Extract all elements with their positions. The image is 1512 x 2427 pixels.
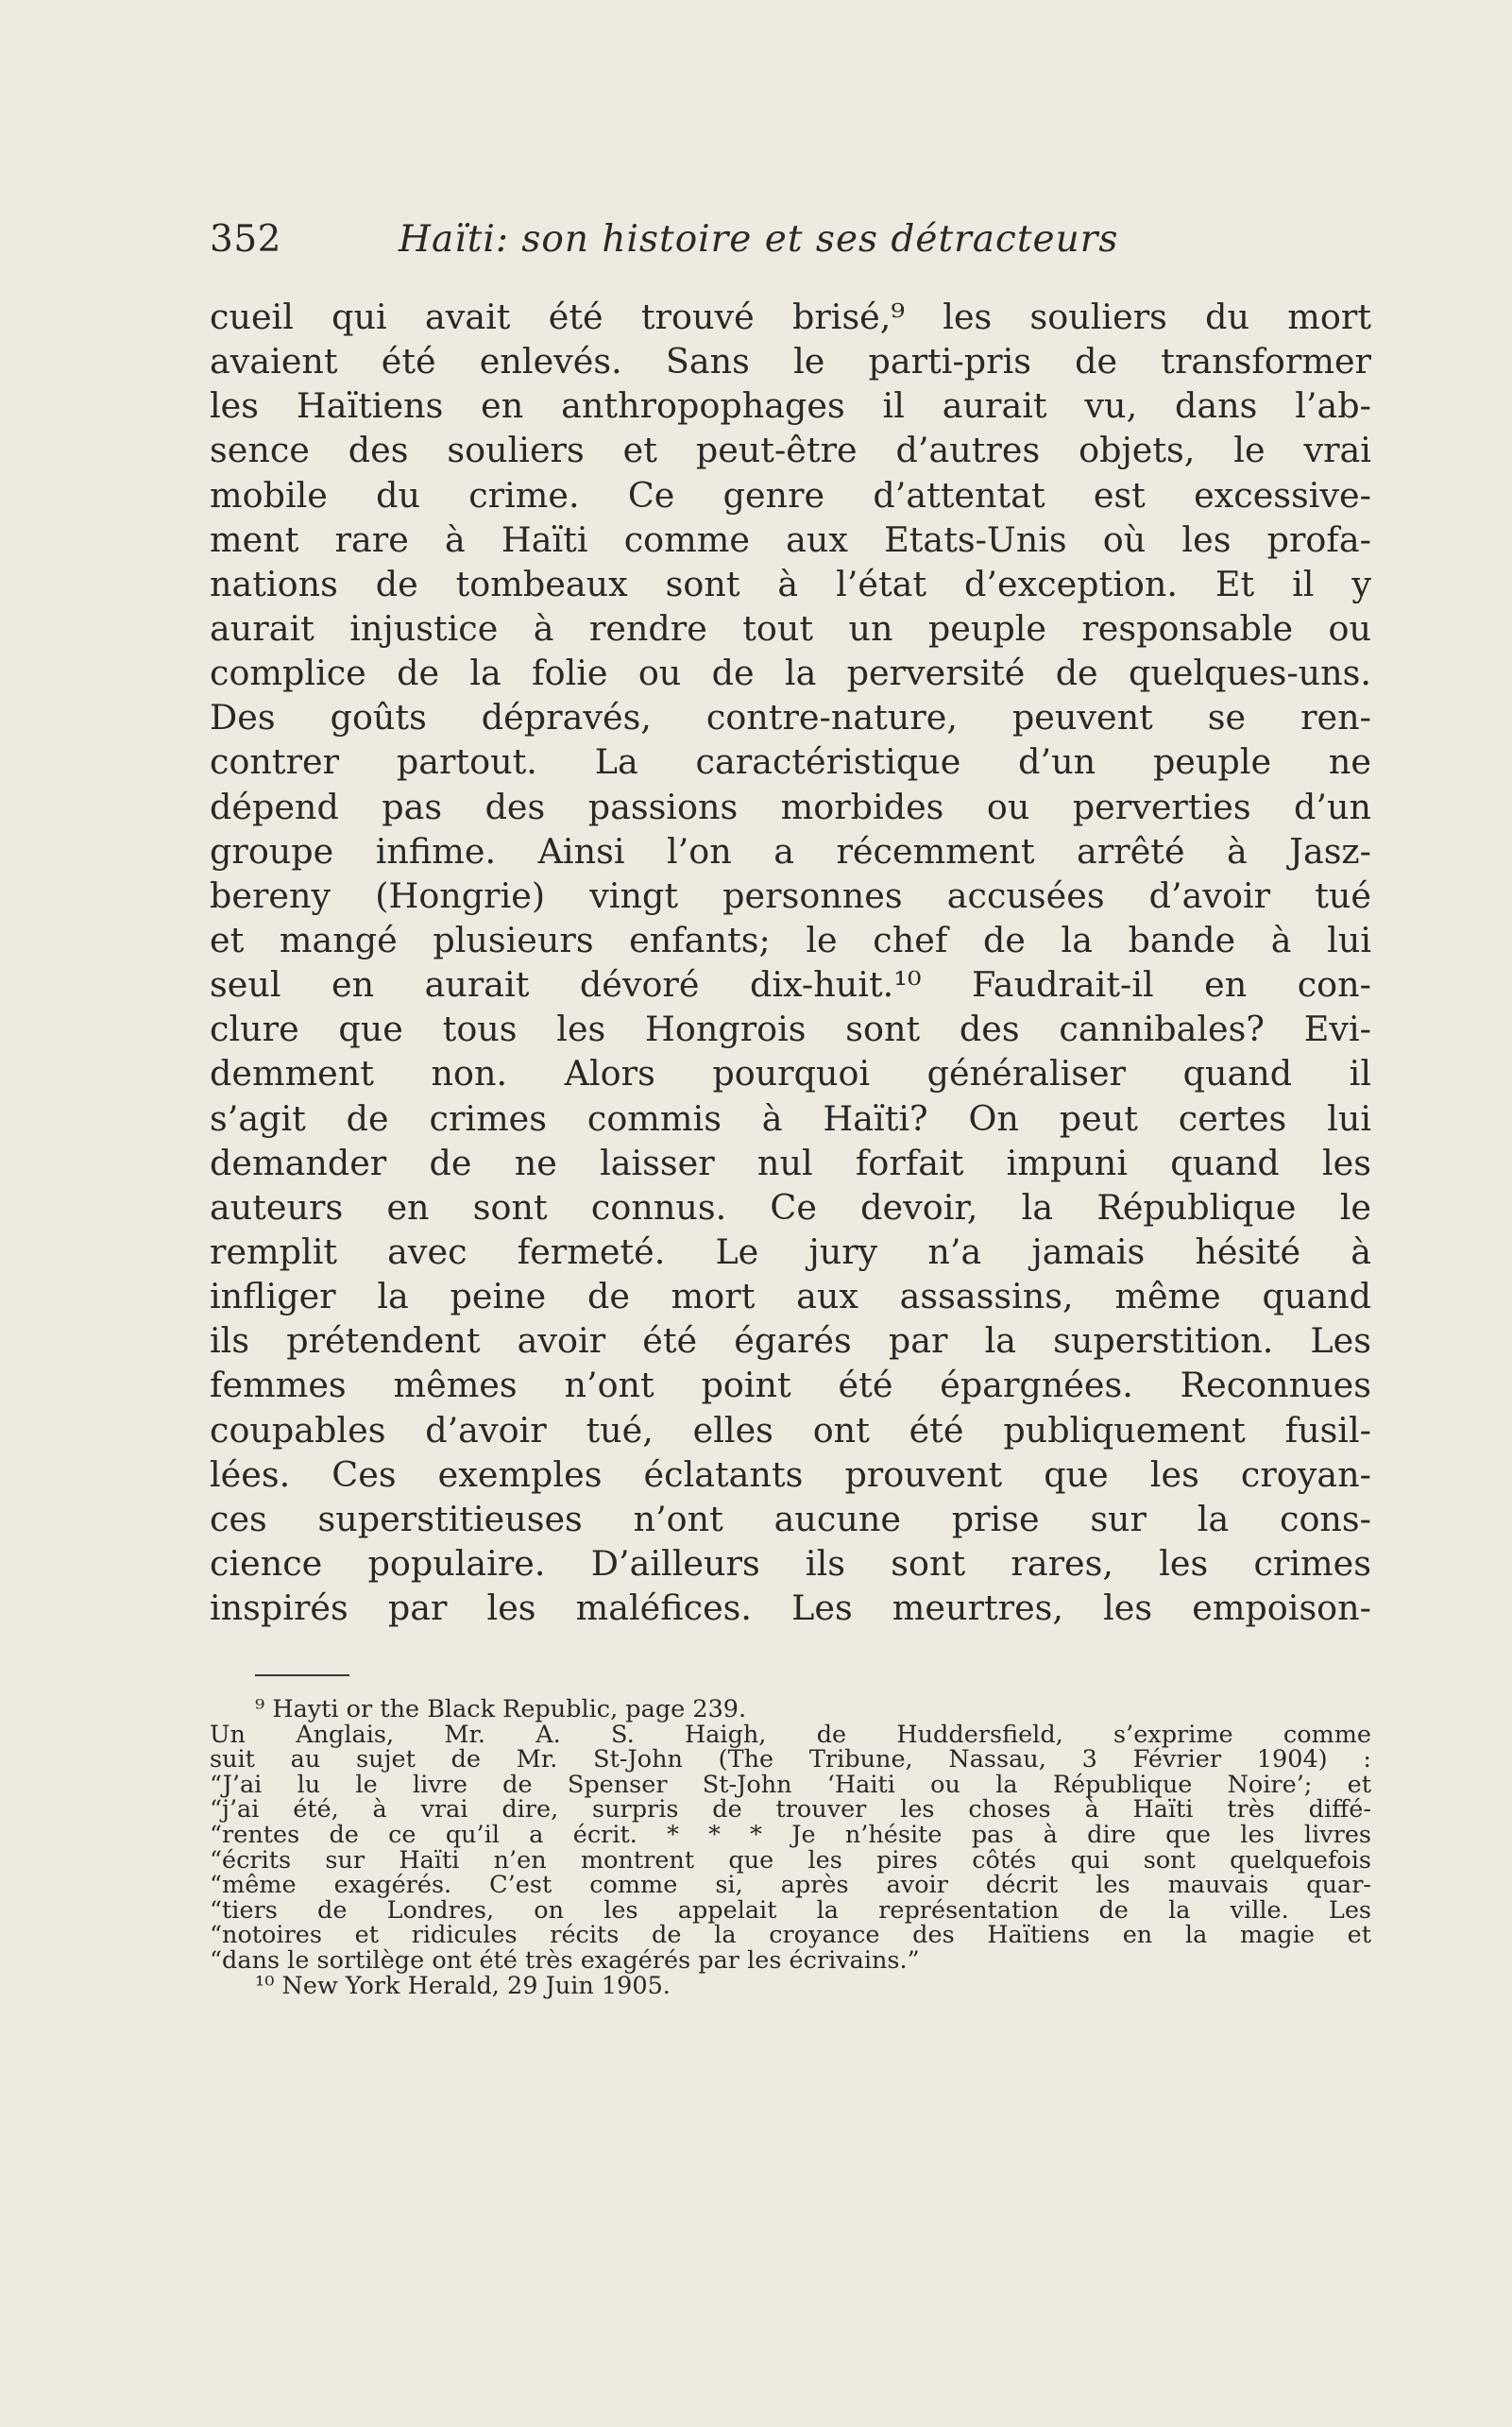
text-line: contrer partout. La caractéristique d’un peuple ne (210, 741, 1371, 783)
text-line: cueil qui avait été trouvé brisé,⁹ les souliers du mort (210, 297, 1371, 337)
footnote-line: “j’ai été, à vrai dire, surpris de trouver les choses à Haïti très diffé- (210, 1795, 1371, 1824)
footnote-line: suit au sujet de Mr. St-John (The Tribune, Nassau, 3 Février 1904) : (210, 1745, 1371, 1774)
text-line: mobile du crime. Ce genre d’attentat est excessive- (210, 474, 1371, 516)
text-line: ces superstitieuses n’ont aucune prise sur la cons- (210, 1498, 1371, 1539)
text-line: Des goûts dépravés, contre-nature, peuvent se ren- (210, 697, 1371, 738)
footnote-line: “tiers de Londres, on les appelait la représentation de la ville. Les (210, 1895, 1371, 1925)
text-line: auteurs en sont connus. Ce devoir, la République le (210, 1186, 1371, 1228)
text-line: inspirés par les maléfices. Les meurtres, les empoison- (210, 1587, 1371, 1629)
text-line: demander de ne laisser nul forfait impuni quand les (210, 1142, 1371, 1183)
footnote-line: “dans le sortilège ont été très exagérés par les écrivains.” (210, 1945, 920, 1975)
footnote-line: “notoires et ridicules récits de la croyance des Haïtiens en la magie et (210, 1921, 1371, 1950)
text-line: et mangé plusieurs enfants; le chef de la bande à lui (210, 919, 1371, 960)
text-line: lées. Ces exemples éclatants prouvent que les croyan- (210, 1453, 1371, 1495)
text-line: les Haïtiens en anthropophages il aurait vu, dans l’ab- (210, 385, 1371, 427)
text-line: aurait injustice à rendre tout un peuple responsable ou (210, 607, 1371, 649)
text-line: ils prétendent avoir été égarés par la superstition. Les (210, 1320, 1371, 1362)
text-line: seul en aurait dévoré dix-huit.¹⁰ Faudrait-il en con- (210, 964, 1371, 1006)
footnote-divider (255, 1674, 349, 1676)
main-text (210, 295, 1371, 1630)
text-line: groupe infime. Ainsi l’on a récemment arrêté à Jasz- (210, 830, 1371, 872)
page-number: 352 (210, 218, 281, 261)
text-line: complice de la folie ou de la perversité de quelques-uns. (210, 653, 1371, 694)
text-line: femmes mêmes n’ont point été épargnées. Reconnues (210, 1365, 1371, 1406)
text-line: avaient été enlevés. Sans le parti-pris de transformer (210, 341, 1371, 382)
text-line: s’agit de crimes commis à Haïti? On peut certes lui (210, 1097, 1371, 1139)
page-header (210, 215, 1371, 264)
text-line: nations de tombeaux sont à l’état d’exception. Et il y (210, 563, 1371, 604)
text-line: ment rare à Haïti comme aux Etats-Unis où les profa- (210, 518, 1371, 560)
text-line: clure que tous les Hongrois sont des cannibales? Evi- (210, 1009, 1371, 1050)
text-line: dépend pas des passions morbides ou perverties d’un (210, 786, 1371, 827)
text-line: cience populaire. D’ailleurs ils sont rares, les crimes (210, 1542, 1371, 1584)
text-line: infliger la peine de mort aux assassins, même quand (210, 1276, 1371, 1317)
running-title: Haïti: son histoire et ses détracteurs (399, 218, 1119, 261)
footnote-line: “J’ai lu le livre de Spenser St-John ‘Haiti ou la République Noire’; et (210, 1770, 1371, 1799)
text-line: sence des souliers et peut-être d’autres objets, le vrai (210, 430, 1371, 471)
footnote-line: “rentes de ce qu’il a écrit. * * * Je n’hésite pas à dire que les livres (210, 1820, 1371, 1849)
footnote-line: ¹⁰ New York Herald, 29 Juin 1905. (255, 1971, 671, 2000)
text-line: coupables d’avoir tué, elles ont été publiquement fusil- (210, 1409, 1371, 1451)
footnote-line: ⁹ Hayti or the Black Republic, page 239. (255, 1695, 747, 1723)
footnote-line: Un Anglais, Mr. A. S. Haigh, de Huddersfield, s’exprime comme (210, 1720, 1371, 1749)
text-line: bereny (Hongrie) vingt personnes accusées d’avoir tué (210, 874, 1371, 916)
footnote-line: “même exagérés. C’est comme si, après avoir décrit les mauvais quar- (210, 1871, 1371, 1900)
text-line: demment non. Alors pourquoi généraliser quand il (210, 1053, 1371, 1095)
footnotes (210, 1697, 1371, 1998)
text-line: remplit avec fermeté. Le jury n’a jamais hésité à (210, 1230, 1371, 1272)
footnote-line: “écrits sur Haïti n’en montrent que les pires côtés qui sont quelquefois (210, 1845, 1371, 1875)
